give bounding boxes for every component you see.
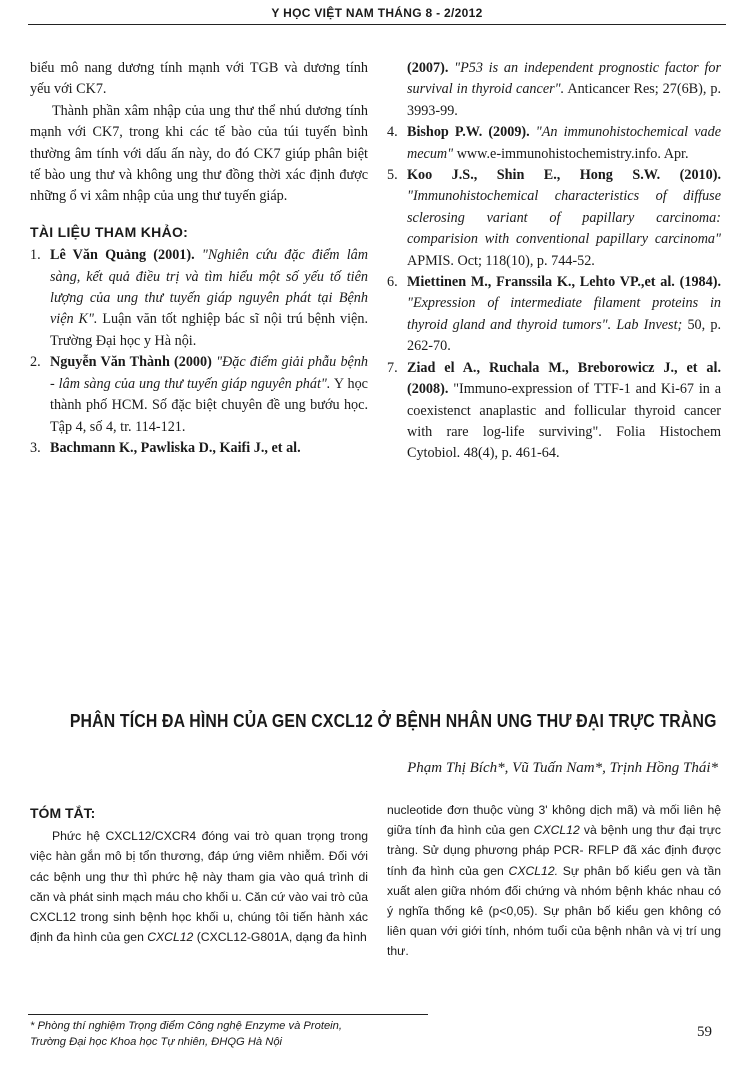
page-number: 59 <box>697 1024 712 1040</box>
reference-item <box>30 352 368 438</box>
reference-item <box>387 272 721 358</box>
footnote-affiliation: * Phòng thí nghiệm Trọng điểm Công nghệ Enzyme và Protein, <box>30 1020 342 1032</box>
reference-authors: Ziad el A., Ruchala M., Breborowicz J., et al. (2008). <box>407 359 721 398</box>
abstract-text: (CXCL12-G801A, dạng đa hình <box>196 930 367 945</box>
gene-name: CXCL12. <box>508 863 558 878</box>
reference-number: 4. <box>387 124 398 141</box>
abstract-left-column <box>30 803 368 947</box>
reference-item-continued <box>387 58 721 122</box>
reference-source: Luận văn tốt nghiệp bác sĩ nội trú bệnh viện. Trường Đại học y Hà nội. <box>50 311 368 349</box>
reference-item <box>30 245 368 352</box>
reference-number: 7. <box>387 359 398 376</box>
article-title: PHÂN TÍCH ĐA HÌNH CỦA GEN CXCL12 Ở BỆNH NHÂN UNG THƯ ĐẠI TRỰC TRÀNG <box>69 710 717 731</box>
abstract-text: và bệnh ung thư đại trực tràng. Sử dụng phương pháp PCR- RFLP đã xác định được tính đa hình của gen <box>387 823 721 878</box>
abstract-paragraph <box>30 826 368 947</box>
body-paragraph-1: biểu mô nang dương tính mạnh với TGB và dương tính yếu với CK7. <box>30 60 368 98</box>
journal-header: Y HỌC VIỆT NAM THÁNG 8 - 2/2012 <box>271 6 483 20</box>
reference-title: "Đặc điểm giải phẫu bệnh - lâm sàng của ung thư tuyến giáp nguyên phát". <box>50 354 369 392</box>
reference-number: 6. <box>387 274 398 291</box>
reference-number: 2. <box>30 354 41 371</box>
reference-source: www.e-immunohistochemistry.info. Apr. <box>456 145 689 162</box>
abstract-right-column <box>387 800 721 962</box>
reference-title: "An immunohistochemical vade mecum" <box>407 124 721 162</box>
reference-item <box>387 165 721 272</box>
reference-item <box>30 438 368 459</box>
abstract-text: Sự phân bố kiểu gen và tần xuất alen giữa nhóm đối chứng và nhóm bệnh khác nhau có ý nghĩa thống kê (p<0,05). Sự phân bố kiểu gen không có liên quan với giới tính, nhóm tuổi của bệnh nhân và vị trí ung thư. <box>387 863 721 959</box>
gene-name: CXCL12 <box>147 930 194 945</box>
footnote <box>30 1018 450 1050</box>
reference-item <box>387 122 721 165</box>
reference-authors: Bishop P.W. (2009). <box>407 124 530 141</box>
reference-source: Anticancer Res; 27(6B), p. 3993-99. <box>407 81 722 119</box>
article-authors: Phạm Thị Bích*, Vũ Tuấn Nam*, Trịnh Hồng Thái* <box>407 760 718 776</box>
left-column <box>30 58 368 459</box>
reference-title: "Expression of intermediate filament proteins in thyroid gland and thyroid tumors". Lab Invest; <box>407 295 721 333</box>
reference-title: "P53 is an independent prognostic factor for survival in thyroid cancer". <box>407 60 721 98</box>
body-paragraph-2: Thành phần xâm nhập của ung thư thể nhú dương tính mạnh với CK7, trong khi các tế bào của túi tuyến bình thường âm tính với dấu ấn này, do đó CK7 giúp phân biệt tế bào ung thư và không ung thư đồng thời xác định được những ổ vi xâm nhập của ung thư tuyến giáp. <box>30 102 368 205</box>
abstract-paragraph-continued <box>387 800 721 962</box>
footnote-institution: Trường Đại học Khoa học Tự nhiên, ĐHQG Hà Nội <box>30 1036 283 1048</box>
references-title: TÀI LIỆU THAM KHẢO: <box>30 223 189 240</box>
abstract-text: nucleotide đơn thuộc vùng 3' không dịch mã) và mối liên hệ giữa tính đa hình của gen <box>387 803 721 838</box>
reference-authors: Nguyễn Văn Thành (2000) <box>50 354 212 371</box>
reference-source: "Immuno-expression of TTF-1 and Ki-67 in a coexistenct anaplastic and follicular thyroid cancer with rare log-life surviving". Folia Histochem Cytobiol. 48(4), p. 461-64. <box>407 381 722 462</box>
reference-source: APMIS. Oct; 118(10), p. 744-52. <box>407 252 595 269</box>
abstract-text: Phức hệ CXCL12/CXCR4 đóng vai trò quan trọng trong việc hàn gắn mô bị tổn thương, đáp ứng viêm nhiễm. Đối với các bệnh ung thư thì phức hệ này tham gia vào quá trình di căn và phát sinh mạch máu cho khối u. Căn cứ vào vai trò của CXCL12 trong sinh bệnh học khối u, chúng tôi tiến hành xác định đa hình của gen <box>30 829 368 945</box>
reference-authors: Koo J.S., Shin E., Hong S.W. (2010). <box>407 167 721 184</box>
reference-source: Y học thành phố HCM. Số đặc biệt chuyên đề ung bướu học. Tập 4, số 4, tr. 114-121. <box>50 375 368 435</box>
header-rule <box>28 24 726 25</box>
reference-source: 50, p. 262-70. <box>407 316 721 355</box>
reference-number: 5. <box>387 167 398 184</box>
reference-number: 3. <box>30 439 41 456</box>
gene-name: CXCL12 <box>533 823 580 838</box>
footnote-rule <box>28 1014 428 1015</box>
reference-title: "Immunohistochemical characteristics of diffuse sclerosing variant of papillary carcinoma: comparision with conventional papillary carcinoma" <box>407 188 721 248</box>
right-column <box>387 58 721 465</box>
abstract-title: TÓM TẮT: <box>30 805 96 821</box>
reference-authors: Lê Văn Quảng (2001). <box>50 247 195 264</box>
reference-list-left <box>30 245 368 459</box>
reference-title: "Nghiên cứu đặc điểm lâm sàng, kết quả điều trị và tìm hiểu một số yếu tố tiên lượng của ung thư tuyến giáp nguyên phát tại Bệnh viện K". <box>50 247 369 328</box>
reference-item <box>387 358 721 465</box>
reference-number: 1. <box>30 247 41 264</box>
reference-authors: Bachmann K., Pawliska D., Kaifi J., et al. <box>50 439 301 456</box>
reference-authors: Miettinen M., Franssila K., Lehto VP.,et al. (1984). <box>407 274 721 291</box>
reference-year: (2007). <box>407 60 449 76</box>
reference-list-right <box>387 58 721 465</box>
